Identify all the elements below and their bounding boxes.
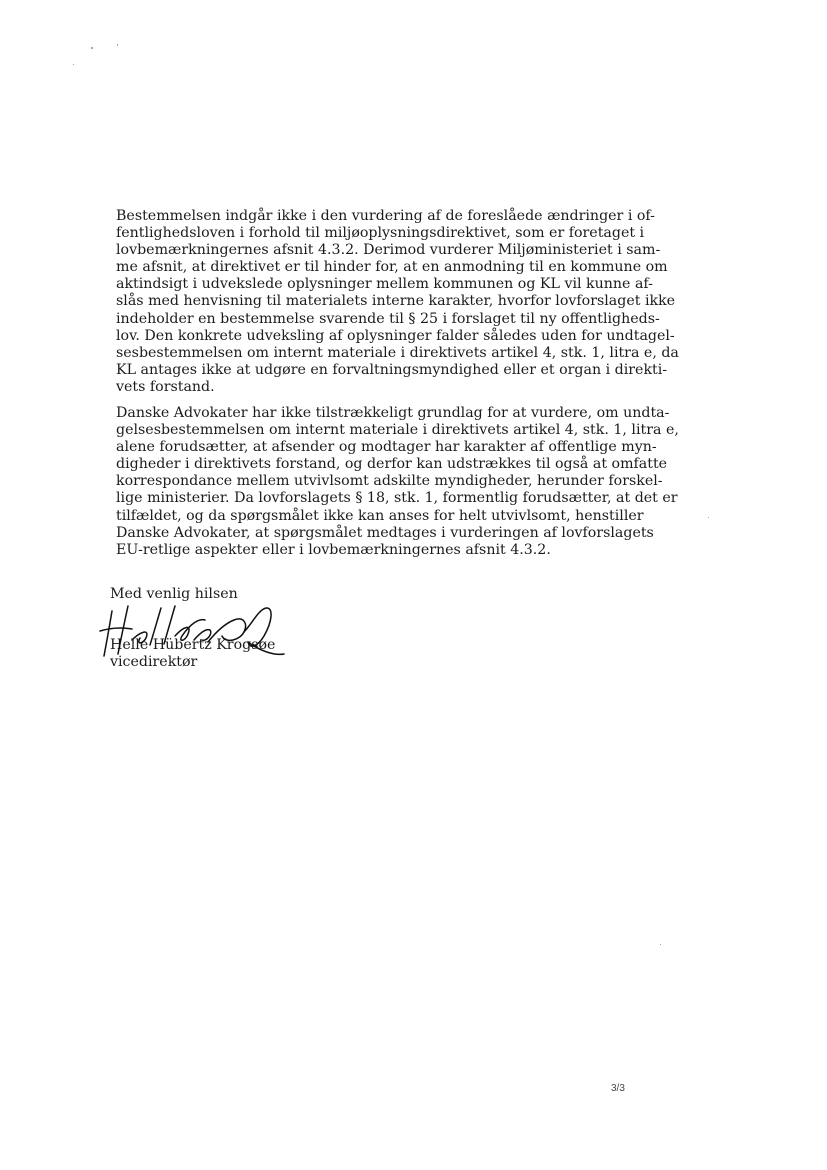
scan-speck — [91, 47, 93, 49]
page-number: 3/3 — [611, 1083, 625, 1094]
scan-speck — [73, 64, 74, 65]
text-line: lov. Den konkrete udveksling af oplysninger falder således uden for undtagel- — [116, 327, 675, 344]
text-line: slås med henvisning til materialets interne karakter, hvorfor lovforslaget ikke — [116, 293, 676, 310]
text-line: sesbestemmelsen om internt materiale i direktivets artikel 4, stk. 1, litra e, da — [116, 344, 679, 361]
scan-speck — [660, 944, 661, 945]
text-line: indeholder en bestemmelse svarende til § 25 i forslaget til ny offentligheds- — [116, 310, 660, 327]
text-line: lige ministerier. Da lovforslagets § 18, stk. 1, formentlig forudsætter, at det er — [116, 490, 678, 507]
text-line: me afsnit, at direktivet er til hinder for, at en anmodning til en kommune om — [116, 259, 668, 276]
text-line: vets forstand. — [116, 378, 215, 395]
text-line: tilfældet, og da spørgsmålet ikke kan anses for helt utvivlsomt, henstiller — [116, 507, 644, 524]
signatory-title: vicedirektør — [110, 654, 198, 670]
closing-greeting: Med venlig hilsen — [110, 586, 238, 602]
text-line: korrespondance mellem utvivlsomt adskilte myndigheder, herunder forskel- — [116, 473, 663, 490]
text-line: Bestemmelsen indgår ikke i den vurdering af de foreslåede ændringer i of- — [116, 208, 655, 224]
text-line: fentlighedsloven i forhold til miljøoplysningsdirektivet, som er foretaget i — [116, 225, 645, 242]
text-line: lovbemærkningernes afsnit 4.3.2. Derimod vurderer Miljøministeriet i sam- — [116, 242, 661, 259]
text-line: Danske Advokater, at spørgsmålet medtages i vurderingen af lovforslagets — [116, 524, 654, 541]
paragraph-directive-assessment — [116, 208, 679, 396]
scan-speck — [708, 517, 709, 518]
text-line: aktindsigt i udvekslede oplysninger mellem kommunen og KL vil kunne af- — [116, 276, 653, 293]
text-line: EU-retlige aspekter eller i lovbemærkningernes afsnit 4.3.2. — [116, 541, 551, 558]
paragraph-recommendation — [116, 405, 679, 559]
text-line: KL antages ikke at udgøre en forvaltningsmyndighed eller et organ i direkti- — [116, 361, 668, 378]
text-line: gelsesbestemmelsen om internt materiale i direktivets artikel 4, stk. 1, litra e, — [116, 422, 679, 439]
text-line: Danske Advokater har ikke tilstrækkeligt grundlag for at vurdere, om undta- — [116, 405, 670, 421]
handwritten-signature — [98, 598, 288, 664]
text-line: alene forudsætter, at afsender og modtager har karakter af offentlige myn- — [116, 439, 657, 456]
signatory-name: Helle Hübertz Krogsøe — [110, 637, 276, 653]
text-line: digheder i direktivets forstand, og derfor kan udstrækkes til også at omfatte — [116, 456, 668, 473]
scan-speck — [117, 44, 118, 46]
